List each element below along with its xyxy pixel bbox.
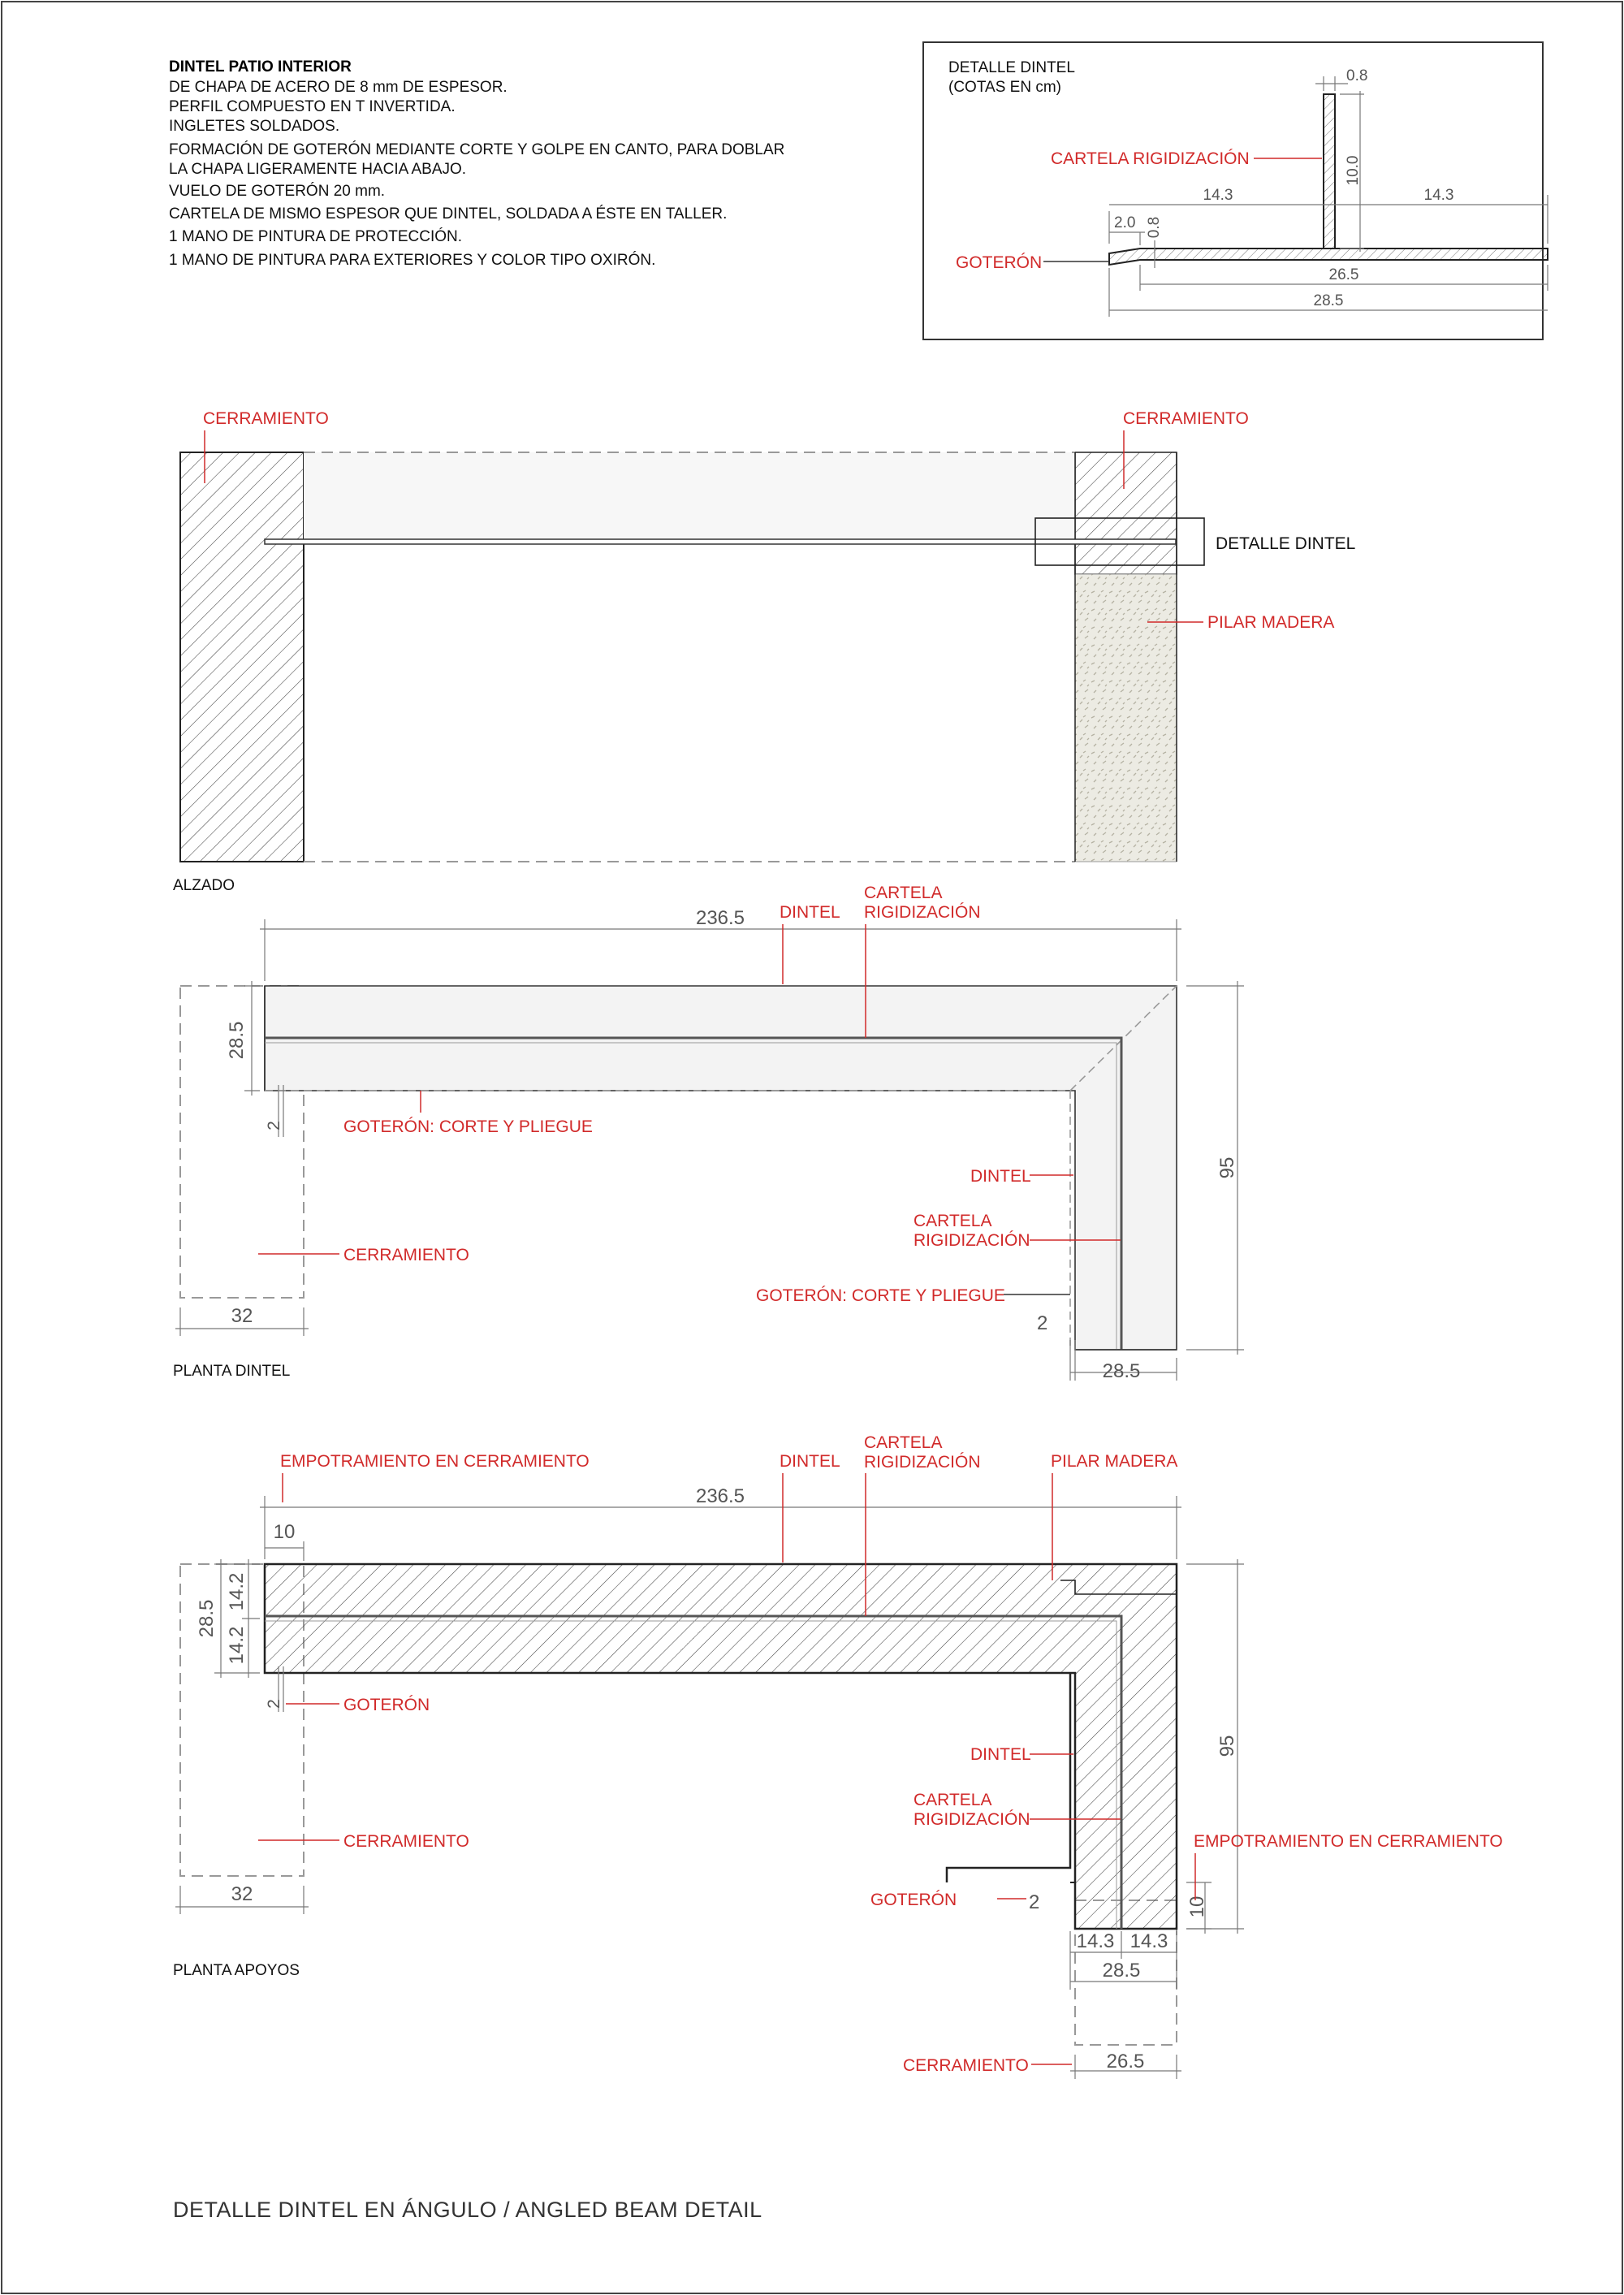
- pd-dim-2-right: 2: [1037, 1312, 1048, 1334]
- detail-dintel-box: [923, 42, 1548, 339]
- notes-line-6: VUELO DE GOTERÓN 20 mm.: [169, 183, 386, 200]
- alzado-view: [173, 409, 1355, 894]
- pa-label-cerramiento-left: CERRAMIENTO: [343, 1832, 469, 1851]
- pa-label-dintel-right: DINTEL: [970, 1745, 1031, 1764]
- pd-dim-32: 32: [231, 1305, 253, 1327]
- detail-flange: [1109, 249, 1548, 265]
- notes-line-2: PERFIL COMPUESTO EN T INVERTIDA.: [169, 98, 456, 115]
- pd-label-cartela-top-1: CARTELA: [864, 884, 943, 902]
- detail-dim-drip: 2.0: [1114, 214, 1136, 231]
- pa-label-cartela-top-1: CARTELA: [864, 1433, 943, 1452]
- pa-dim-10-right: 10: [1186, 1895, 1208, 1918]
- pd-label-dintel-right: DINTEL: [970, 1167, 1031, 1186]
- notes-block: [169, 58, 784, 269]
- pa-caption: PLANTA APOYOS: [173, 1962, 300, 1979]
- pd-dim-28-5-bottom: 28.5: [1102, 1360, 1141, 1382]
- pa-dim-32: 32: [231, 1883, 253, 1905]
- pd-label-cartela-right-2: RIGIDIZACIÓN: [914, 1231, 1030, 1250]
- sheet-border: [2, 2, 1622, 2293]
- pa-dim-14-2-a: 14.2: [226, 1572, 248, 1611]
- pa-label-cerramiento-bottom: CERRAMIENTO: [903, 2056, 1029, 2075]
- detail-dim-plate-thickness: 0.8: [1146, 216, 1163, 239]
- pa-label-empotramiento-top: EMPOTRAMIENTO EN CERRAMIENTO: [280, 1452, 590, 1471]
- notes-line-1: DE CHAPA DE ACERO DE 8 mm DE ESPESOR.: [169, 79, 508, 96]
- pd-label-dintel-top: DINTEL: [780, 903, 840, 922]
- pa-label-goteron-left: GOTERÓN: [343, 1696, 430, 1714]
- alzado-label-pilar: PILAR MADERA: [1207, 613, 1335, 632]
- pd-dim-width: 28.5: [226, 1021, 248, 1060]
- pa-dim-2: 2: [265, 1699, 283, 1709]
- detail-title: DETALLE DINTEL: [948, 59, 1075, 76]
- pa-dim-28-5-bottom: 28.5: [1102, 1960, 1141, 1982]
- alzado-label-cerramiento-right: CERRAMIENTO: [1123, 409, 1249, 428]
- pa-dim-14-3-a: 14.3: [1076, 1930, 1115, 1952]
- pd-dim-length: 236.5: [695, 907, 745, 929]
- pa-dim-14-2-b: 14.2: [226, 1626, 248, 1665]
- notes-line-4: FORMACIÓN DE GOTERÓN MEDIANTE CORTE Y GOLPE EN CANTO, PARA DOBLAR: [169, 141, 785, 158]
- pa-dim-10-top: 10: [273, 1521, 296, 1543]
- notes-line-8: 1 MANO DE PINTURA DE PROTECCIÓN.: [169, 228, 463, 245]
- pa-dim-28-5: 28.5: [196, 1599, 218, 1638]
- pa-dim-length: 236.5: [695, 1485, 745, 1507]
- pa-label-goteron-right: GOTERÓN: [870, 1891, 957, 1909]
- notes-line-3: INGLETES SOLDADOS.: [169, 118, 340, 135]
- sheet-title: DETALLE DINTEL EN ÁNGULO / ANGLED BEAM DETAIL: [173, 2198, 762, 2222]
- pd-label-cartela-top-2: RIGIDIZACIÓN: [864, 903, 981, 922]
- detail-web: [1324, 94, 1335, 249]
- pa-dim-26-5: 26.5: [1106, 2051, 1145, 2072]
- pa-label-empotramiento-right: EMPOTRAMIENTO EN CERRAMIENTO: [1194, 1832, 1503, 1851]
- pa-dim-2-right: 2: [1029, 1891, 1040, 1913]
- pd-dim-95: 95: [1216, 1156, 1238, 1179]
- alzado-label-detalle: DETALLE DINTEL: [1216, 534, 1356, 553]
- detail-label-cartela: CARTELA RIGIDIZACIÓN: [1051, 149, 1250, 168]
- pa-label-cartela-top-2: RIGIDIZACIÓN: [864, 1453, 981, 1472]
- pa-label-pilar: PILAR MADERA: [1051, 1452, 1178, 1471]
- pa-dim-95: 95: [1216, 1735, 1238, 1757]
- alzado-label-cerramiento-left: CERRAMIENTO: [203, 409, 329, 428]
- detail-dim-inner: 26.5: [1328, 266, 1359, 283]
- pa-label-dintel-top: DINTEL: [780, 1452, 840, 1471]
- pd-caption: PLANTA DINTEL: [173, 1363, 291, 1380]
- notes-line-7: CARTELA DE MISMO ESPESOR QUE DINTEL, SOLDADA A ÉSTE EN TALLER.: [169, 205, 728, 223]
- detail-dim-half-right: 14.3: [1423, 187, 1454, 204]
- notes-line-9: 1 MANO DE PINTURA PARA EXTERIORES Y COLOR TIPO OXIRÓN.: [169, 252, 656, 269]
- pd-label-goteron-left: GOTERÓN: CORTE Y PLIEGUE: [343, 1117, 593, 1136]
- notes-title: DINTEL PATIO INTERIOR: [169, 58, 352, 76]
- pd-label-cerramiento: CERRAMIENTO: [343, 1246, 469, 1264]
- pd-label-cartela-right-1: CARTELA: [914, 1212, 992, 1230]
- pa-dim-14-3-b: 14.3: [1129, 1930, 1168, 1952]
- detail-label-goteron: GOTERÓN: [956, 253, 1043, 272]
- alzado-caption: ALZADO: [173, 877, 235, 894]
- notes-line-5: LA CHAPA LIGERAMENTE HACIA ABAJO.: [169, 161, 467, 178]
- pd-dim-2-left: 2: [265, 1121, 283, 1130]
- planta-dintel-view: [173, 884, 1244, 1382]
- pa-label-cartela-right-2: RIGIDIZACIÓN: [914, 1810, 1030, 1829]
- detail-subtitle: (COTAS EN cm): [948, 79, 1061, 96]
- pd-label-goteron-right: GOTERÓN: CORTE Y PLIEGUE: [756, 1286, 1005, 1305]
- pa-label-cartela-right-1: CARTELA: [914, 1791, 992, 1809]
- detail-dim-total: 28.5: [1313, 292, 1344, 309]
- detail-dim-web-height: 10.0: [1345, 155, 1362, 186]
- detail-dim-web-thickness: 0.8: [1346, 67, 1368, 84]
- detail-dim-half-left: 14.3: [1203, 187, 1233, 204]
- planta-apoyos-view: [173, 1433, 1503, 2079]
